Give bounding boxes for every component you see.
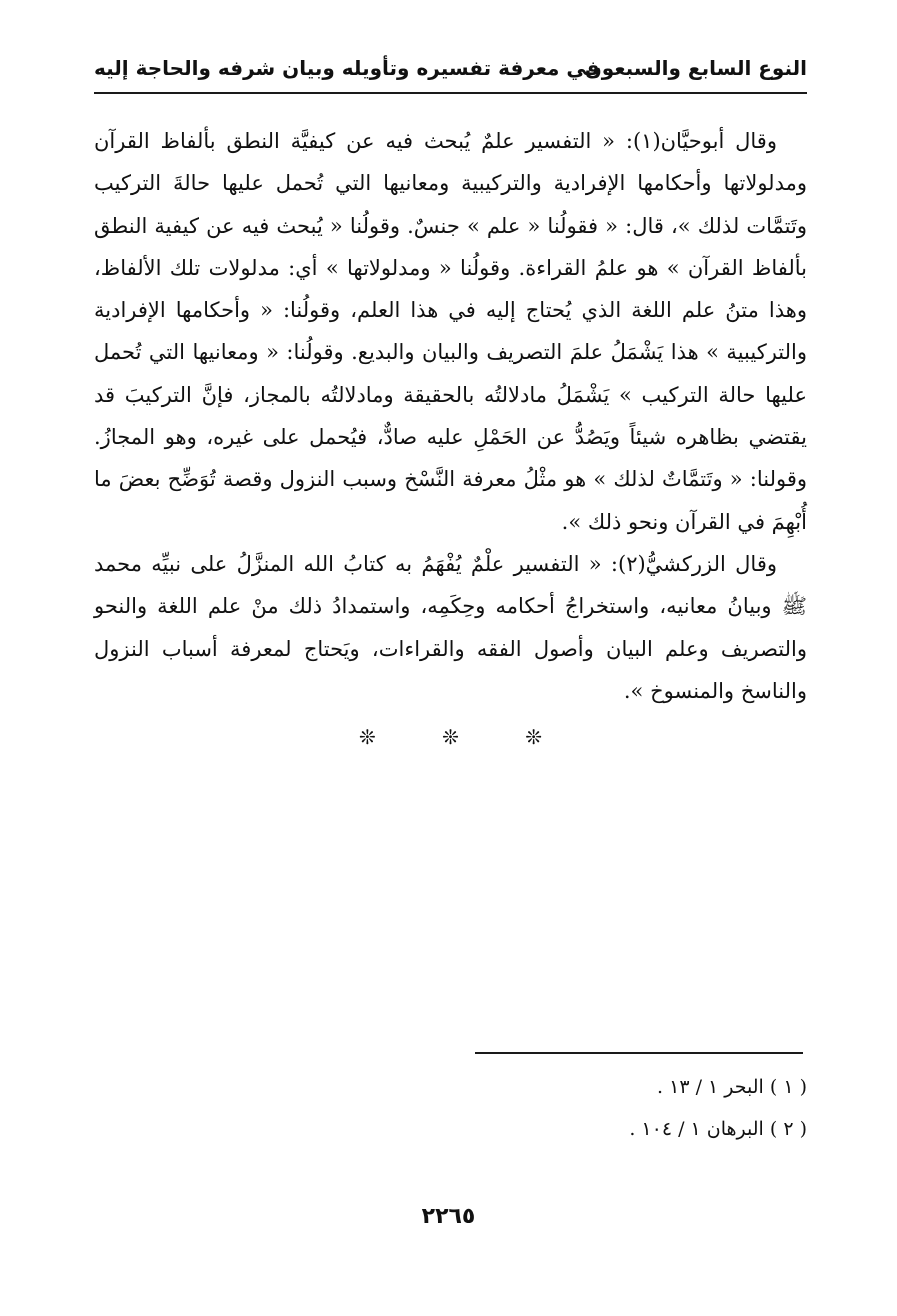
header-section-title: في معرفة تفسيره وتأويله وبيان شرفه والحاجة إليه [94, 56, 600, 80]
footnote-1: ( ١ ) البحر ١ / ١٣ . [657, 1076, 807, 1098]
main-text [94, 120, 807, 756]
footnote-divider [475, 1052, 803, 1054]
page-number: ٢٢٦٥ [421, 1204, 476, 1229]
footnotes [94, 1066, 807, 1150]
footnote-2: ( ٢ ) البرهان ١ / ١٠٤ . [629, 1118, 807, 1140]
running-header [94, 50, 807, 94]
paragraph-abu-hayyan: وقال أبوحيَّان(١): « التفسير علمٌ يُبحث فيه عن كيفيَّة النطق بألفاظ القرآن ومدلولاتها وأحكامها الإفرادية والتركيبية ومعانيها التي تُحمل عليها حالةَ التركيب وتَتمَّات لذلك »، قال: « فقولُنا « علم » جنسٌ. وقولُنا « يُبحث فيه عن كيفية النطق بألفاظ القرآن » هو علمُ القراءة. وقولُنا « ومدلولاتها » أي: مدلولات تلك الألفاظ، وهذا متنُ علم اللغة الذي يُحتاج إليه في هذا العلم، وقولُنا: « وأحكامها الإفرادية والتركيبية » هذا يَشْمَلُ علمَ التصريف والبيان والبديع. وقولُنا: « ومعانيها التي تُحمل عليها حالة التركيب » يَشْمَلُ مادلالتُه بالحقيقة ومادلالتُه بالمجاز، فإنَّ التركيبَ قد يقتضي بظاهره شيئاً ويَصُدُّ عن الحَمْلِ عليه صادٌّ، فيُحمل على غيره، وهو المجازُ. وقولنا: « وتَتمَّاتٌ لذلك » هو مثْلُ معرفة النَّسْخ وسبب النزول وقصة تُوَضِّح بعضَ ما أُبْهِمَ في القرآن ونحو ذلك ». [94, 129, 807, 534]
header-chapter-title: النوع السابع والسبعون [584, 56, 807, 80]
section-separator: ❊ ❊ ❊ [359, 725, 572, 750]
paragraph-zarkashi: وقال الزركشيُّ(٢): « التفسير علْمٌ يُفْهَمُ به كتابُ الله المنزَّلُ على نبيِّه محمد ﷺ وبيانُ معانيه، واستخراجُ أحكامه وحِكَمِه، واستمدادُ ذلك منْ علم اللغة والنحو والتصريف وعلم البيان وأصول الفقه والقراءات، ويَحتاج لمعرفة أسباب النزول والناسخ والمنسوخ ». [94, 551, 807, 703]
